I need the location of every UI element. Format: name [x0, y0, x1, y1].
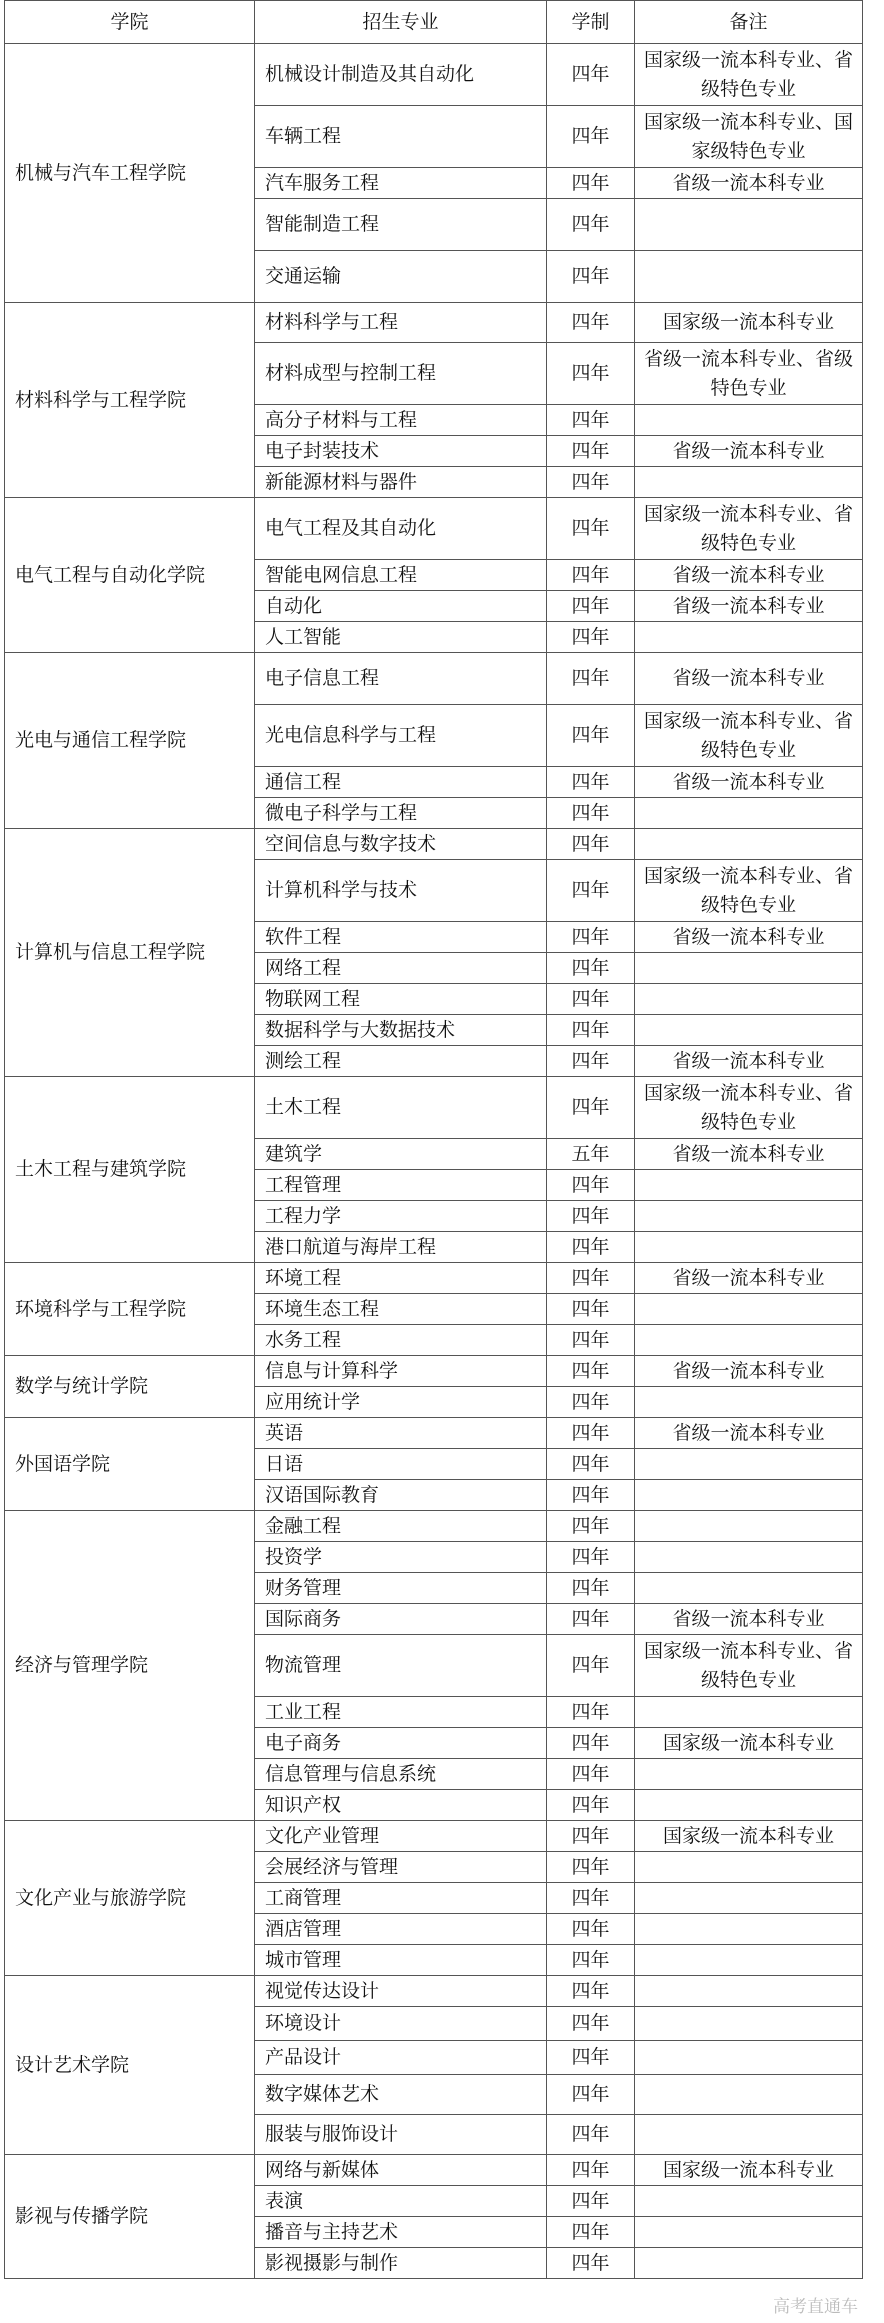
- study-years: 四年: [547, 2007, 635, 2041]
- remark: 省级一流本科专业: [635, 591, 863, 622]
- college-name: 数学与统计学院: [5, 1356, 255, 1418]
- table-header-row: [5, 1, 863, 44]
- study-years: 四年: [547, 2186, 635, 2217]
- remark: 国家级一流本科专业、省级特色专业: [635, 44, 863, 106]
- remark: [635, 2041, 863, 2075]
- major-name: 环境工程: [255, 1263, 547, 1294]
- remark: [635, 199, 863, 251]
- study-years: 四年: [547, 2217, 635, 2248]
- study-years: 四年: [547, 984, 635, 1015]
- study-years: 四年: [547, 1232, 635, 1263]
- major-name: 投资学: [255, 1542, 547, 1573]
- remark: [635, 1945, 863, 1976]
- study-years: 四年: [547, 1015, 635, 1046]
- remark: 国家级一流本科专业、省级特色专业: [635, 1635, 863, 1697]
- study-years: 四年: [547, 1170, 635, 1201]
- major-name: 电子封装技术: [255, 436, 547, 467]
- major-name: 计算机科学与技术: [255, 860, 547, 922]
- major-name: 高分子材料与工程: [255, 405, 547, 436]
- college-name: 经济与管理学院: [5, 1511, 255, 1821]
- study-years: 四年: [547, 1356, 635, 1387]
- major-name: 网络与新媒体: [255, 2155, 547, 2186]
- major-name: 国际商务: [255, 1604, 547, 1635]
- major-name: 汉语国际教育: [255, 1480, 547, 1511]
- study-years: 四年: [547, 436, 635, 467]
- major-name: 会展经济与管理: [255, 1852, 547, 1883]
- study-years: 四年: [547, 303, 635, 343]
- major-name: 光电信息科学与工程: [255, 705, 547, 767]
- remark: [635, 1325, 863, 1356]
- study-years: 四年: [547, 168, 635, 199]
- major-name: 信息与计算科学: [255, 1356, 547, 1387]
- remark: [635, 1883, 863, 1914]
- study-years: 四年: [547, 1387, 635, 1418]
- remark: 省级一流本科专业: [635, 560, 863, 591]
- major-name: 播音与主持艺术: [255, 2217, 547, 2248]
- study-years: 四年: [547, 498, 635, 560]
- major-name: 建筑学: [255, 1139, 547, 1170]
- table-row: [5, 2155, 863, 2186]
- remark: [635, 1573, 863, 1604]
- study-years: 四年: [547, 1418, 635, 1449]
- study-years: 四年: [547, 251, 635, 303]
- header-years: 学制: [547, 1, 635, 44]
- remark: [635, 1790, 863, 1821]
- college-name: 土木工程与建筑学院: [5, 1077, 255, 1263]
- table-row: [5, 1356, 863, 1387]
- remark: 省级一流本科专业: [635, 1418, 863, 1449]
- study-years: 四年: [547, 1635, 635, 1697]
- study-years: 四年: [547, 1449, 635, 1480]
- remark: [635, 1480, 863, 1511]
- study-years: 四年: [547, 767, 635, 798]
- college-name: 光电与通信工程学院: [5, 653, 255, 829]
- major-name: 金融工程: [255, 1511, 547, 1542]
- admissions-table: [4, 0, 863, 2279]
- major-name: 应用统计学: [255, 1387, 547, 1418]
- remark: [635, 1914, 863, 1945]
- major-name: 微电子科学与工程: [255, 798, 547, 829]
- remark: 省级一流本科专业: [635, 436, 863, 467]
- remark: 省级一流本科专业: [635, 1263, 863, 1294]
- remark: 国家级一流本科专业、省级特色专业: [635, 1077, 863, 1139]
- remark: [635, 2186, 863, 2217]
- study-years: 四年: [547, 1852, 635, 1883]
- major-name: 财务管理: [255, 1573, 547, 1604]
- major-name: 知识产权: [255, 1790, 547, 1821]
- study-years: 四年: [547, 1294, 635, 1325]
- major-name: 电子信息工程: [255, 653, 547, 705]
- remark: 国家级一流本科专业: [635, 1821, 863, 1852]
- study-years: 四年: [547, 622, 635, 653]
- major-name: 酒店管理: [255, 1914, 547, 1945]
- study-years: 四年: [547, 2075, 635, 2115]
- major-name: 空间信息与数字技术: [255, 829, 547, 860]
- college-name: 计算机与信息工程学院: [5, 829, 255, 1077]
- major-name: 环境生态工程: [255, 1294, 547, 1325]
- study-years: 四年: [547, 829, 635, 860]
- major-name: 服装与服饰设计: [255, 2115, 547, 2155]
- study-years: 四年: [547, 1759, 635, 1790]
- study-years: 四年: [547, 44, 635, 106]
- remark: 国家级一流本科专业: [635, 2155, 863, 2186]
- college-name: 电气工程与自动化学院: [5, 498, 255, 653]
- study-years: 四年: [547, 1790, 635, 1821]
- major-name: 工程管理: [255, 1170, 547, 1201]
- study-years: 四年: [547, 1542, 635, 1573]
- major-name: 机械设计制造及其自动化: [255, 44, 547, 106]
- remark: [635, 2007, 863, 2041]
- remark: [635, 2248, 863, 2279]
- study-years: 四年: [547, 1201, 635, 1232]
- major-name: 城市管理: [255, 1945, 547, 1976]
- major-name: 车辆工程: [255, 106, 547, 168]
- college-name: 机械与汽车工程学院: [5, 44, 255, 303]
- major-name: 智能电网信息工程: [255, 560, 547, 591]
- major-name: 土木工程: [255, 1077, 547, 1139]
- remark: 省级一流本科专业: [635, 1356, 863, 1387]
- remark: 省级一流本科专业: [635, 1604, 863, 1635]
- major-name: 数字媒体艺术: [255, 2075, 547, 2115]
- remark: [635, 1697, 863, 1728]
- table-row: [5, 1976, 863, 2007]
- remark: 国家级一流本科专业: [635, 303, 863, 343]
- major-name: 物联网工程: [255, 984, 547, 1015]
- remark: [635, 467, 863, 498]
- remark: [635, 622, 863, 653]
- major-name: 智能制造工程: [255, 199, 547, 251]
- major-name: 日语: [255, 1449, 547, 1480]
- study-years: 五年: [547, 1139, 635, 1170]
- major-name: 材料成型与控制工程: [255, 343, 547, 405]
- remark: [635, 829, 863, 860]
- study-years: 四年: [547, 560, 635, 591]
- remark: [635, 405, 863, 436]
- header-major: 招生专业: [255, 1, 547, 44]
- major-name: 交通运输: [255, 251, 547, 303]
- table-row: [5, 1263, 863, 1294]
- study-years: 四年: [547, 2115, 635, 2155]
- major-name: 环境设计: [255, 2007, 547, 2041]
- study-years: 四年: [547, 2041, 635, 2075]
- table-row: [5, 1077, 863, 1139]
- remark: [635, 2217, 863, 2248]
- college-name: 文化产业与旅游学院: [5, 1821, 255, 1976]
- college-name: 设计艺术学院: [5, 1976, 255, 2155]
- major-name: 测绘工程: [255, 1046, 547, 1077]
- major-name: 软件工程: [255, 922, 547, 953]
- remark: 省级一流本科专业: [635, 653, 863, 705]
- remark: 国家级一流本科专业: [635, 1728, 863, 1759]
- major-name: 港口航道与海岸工程: [255, 1232, 547, 1263]
- table-row: [5, 1418, 863, 1449]
- study-years: 四年: [547, 1573, 635, 1604]
- remark: 省级一流本科专业: [635, 1046, 863, 1077]
- remark: [635, 1759, 863, 1790]
- study-years: 四年: [547, 467, 635, 498]
- remark: 省级一流本科专业: [635, 1139, 863, 1170]
- study-years: 四年: [547, 705, 635, 767]
- table-row: [5, 653, 863, 705]
- header-note: 备注: [635, 1, 863, 44]
- college-name: 材料科学与工程学院: [5, 303, 255, 498]
- major-name: 产品设计: [255, 2041, 547, 2075]
- remark: 国家级一流本科专业、省级特色专业: [635, 705, 863, 767]
- study-years: 四年: [547, 2155, 635, 2186]
- study-years: 四年: [547, 1511, 635, 1542]
- study-years: 四年: [547, 1728, 635, 1759]
- remark: [635, 798, 863, 829]
- table-row: [5, 1511, 863, 1542]
- study-years: 四年: [547, 405, 635, 436]
- remark: [635, 1232, 863, 1263]
- study-years: 四年: [547, 1263, 635, 1294]
- study-years: 四年: [547, 1480, 635, 1511]
- remark: [635, 1015, 863, 1046]
- major-name: 人工智能: [255, 622, 547, 653]
- remark: [635, 251, 863, 303]
- remark: 国家级一流本科专业、国家级特色专业: [635, 106, 863, 168]
- major-name: 英语: [255, 1418, 547, 1449]
- table-row: [5, 44, 863, 106]
- study-years: 四年: [547, 591, 635, 622]
- study-years: 四年: [547, 1325, 635, 1356]
- remark: [635, 2075, 863, 2115]
- college-name: 环境科学与工程学院: [5, 1263, 255, 1356]
- study-years: 四年: [547, 953, 635, 984]
- remark: [635, 953, 863, 984]
- major-name: 工程力学: [255, 1201, 547, 1232]
- major-name: 新能源材料与器件: [255, 467, 547, 498]
- study-years: 四年: [547, 1883, 635, 1914]
- study-years: 四年: [547, 1976, 635, 2007]
- watermark: 高考直通车: [773, 2297, 858, 2317]
- major-name: 自动化: [255, 591, 547, 622]
- study-years: 四年: [547, 1914, 635, 1945]
- major-name: 材料科学与工程: [255, 303, 547, 343]
- study-years: 四年: [547, 922, 635, 953]
- remark: 省级一流本科专业: [635, 168, 863, 199]
- college-name: 外国语学院: [5, 1418, 255, 1511]
- major-name: 工商管理: [255, 1883, 547, 1914]
- college-name: 影视与传播学院: [5, 2155, 255, 2279]
- major-name: 汽车服务工程: [255, 168, 547, 199]
- study-years: 四年: [547, 343, 635, 405]
- remark: [635, 1387, 863, 1418]
- table-row: [5, 303, 863, 343]
- remark: 国家级一流本科专业、省级特色专业: [635, 860, 863, 922]
- remark: [635, 1201, 863, 1232]
- remark: [635, 1511, 863, 1542]
- remark: [635, 1294, 863, 1325]
- remark: [635, 1449, 863, 1480]
- major-name: 电子商务: [255, 1728, 547, 1759]
- remark: [635, 2115, 863, 2155]
- study-years: 四年: [547, 1821, 635, 1852]
- remark: [635, 1852, 863, 1883]
- major-name: 水务工程: [255, 1325, 547, 1356]
- study-years: 四年: [547, 106, 635, 168]
- header-college: 学院: [5, 1, 255, 44]
- major-name: 视觉传达设计: [255, 1976, 547, 2007]
- major-name: 信息管理与信息系统: [255, 1759, 547, 1790]
- study-years: 四年: [547, 2248, 635, 2279]
- table-body: [5, 44, 863, 2279]
- remark: 国家级一流本科专业、省级特色专业: [635, 498, 863, 560]
- major-name: 文化产业管理: [255, 1821, 547, 1852]
- study-years: 四年: [547, 860, 635, 922]
- major-name: 物流管理: [255, 1635, 547, 1697]
- remark: [635, 1542, 863, 1573]
- major-name: 工业工程: [255, 1697, 547, 1728]
- remark: [635, 1170, 863, 1201]
- major-name: 数据科学与大数据技术: [255, 1015, 547, 1046]
- remark: [635, 1976, 863, 2007]
- table-row: [5, 498, 863, 560]
- major-name: 电气工程及其自动化: [255, 498, 547, 560]
- major-name: 影视摄影与制作: [255, 2248, 547, 2279]
- major-name: 通信工程: [255, 767, 547, 798]
- remark: 省级一流本科专业、省级特色专业: [635, 343, 863, 405]
- table-row: [5, 1821, 863, 1852]
- table-row: [5, 829, 863, 860]
- study-years: 四年: [547, 1945, 635, 1976]
- remark: [635, 984, 863, 1015]
- study-years: 四年: [547, 1697, 635, 1728]
- study-years: 四年: [547, 653, 635, 705]
- study-years: 四年: [547, 1077, 635, 1139]
- study-years: 四年: [547, 798, 635, 829]
- major-name: 表演: [255, 2186, 547, 2217]
- remark: 省级一流本科专业: [635, 922, 863, 953]
- major-name: 网络工程: [255, 953, 547, 984]
- remark: 省级一流本科专业: [635, 767, 863, 798]
- study-years: 四年: [547, 1604, 635, 1635]
- study-years: 四年: [547, 199, 635, 251]
- study-years: 四年: [547, 1046, 635, 1077]
